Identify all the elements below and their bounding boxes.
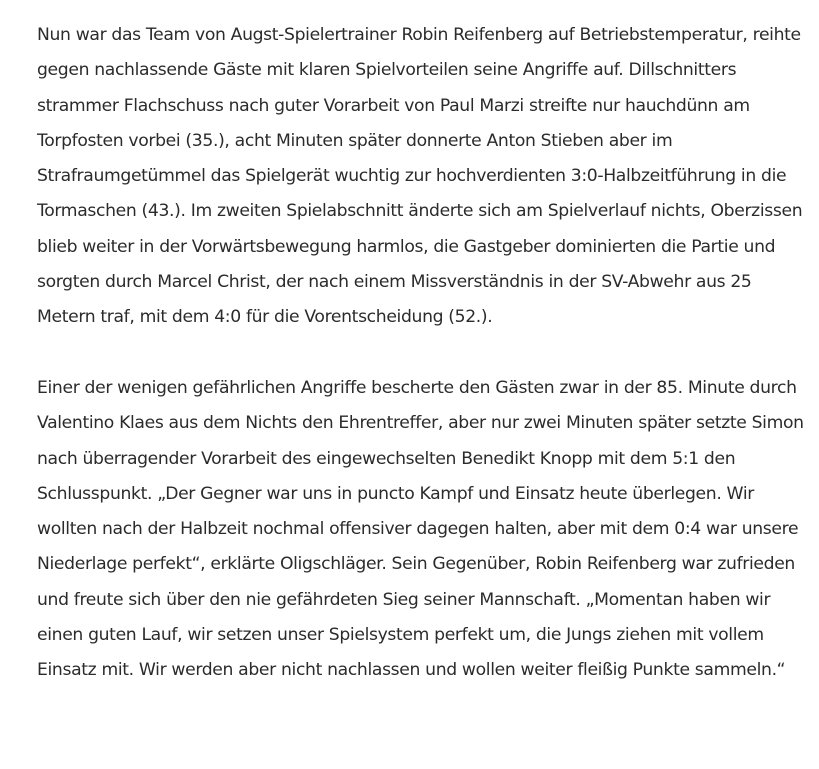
article-body xyxy=(37,18,807,689)
article-paragraph: Einer der wenigen gefährlichen Angriffe bescherte den Gästen zwar in der 85. Minute durch Valentino Klaes aus dem Nichts den Ehrentreffer, aber nur zwei Minuten später setzte Simon nach überragender Vorarbeit des eingewechselten Benedikt Knopp mit dem 5:1 den Schlusspunkt. „Der Gegner war uns in puncto Kampf und Einsatz heute überlegen. Wir wollten nach der Halbzeit nochmal offensiver dagegen halten, aber mit dem 0:4 war unsere Niederlage perfekt“, erklärte Oligschläger. Sein Gegenüber, Robin Reifenberg war zufrieden und freute sich über den nie gefährdeten Sieg seiner Mannschaft. „Momentan haben wir einen guten Lauf, wir setzen unser Spielsystem perfekt um, die Jungs ziehen mit vollem Einsatz mit. Wir werden aber nicht nachlassen und wollen weiter fleißig Punkte sammeln.“ xyxy=(37,377,804,681)
article-paragraph: Nun war das Team von Augst-Spielertrainer Robin Reifenberg auf Betriebstemperatur, reihte gegen nachlassende Gäste mit klaren Spielvorteilen seine Angriffe auf. Dillschnitters strammer Flachschuss nach guter Vorarbeit von Paul Marzi streifte nur hauchdünn am Torpfosten vorbei (35.), acht Minuten später donnerte Anton Stieben aber im Strafraumgetümmel das Spielgerät wuchtig zur hochverdienten 3:0-Halbzeitführung in die Tormaschen (43.). Im zweiten Spielabschnitt änderte sich am Spielverlauf nichts, Oberzissen blieb weiter in der Vorwärtsbewegung harmlos, die Gastgeber dominierten die Partie und sorgten durch Marcel Christ, der nach einem Missverständnis in der SV-Abwehr aus 25 Metern traf, mit dem 4:0 für die Vorentscheidung (52.). xyxy=(37,25,803,328)
